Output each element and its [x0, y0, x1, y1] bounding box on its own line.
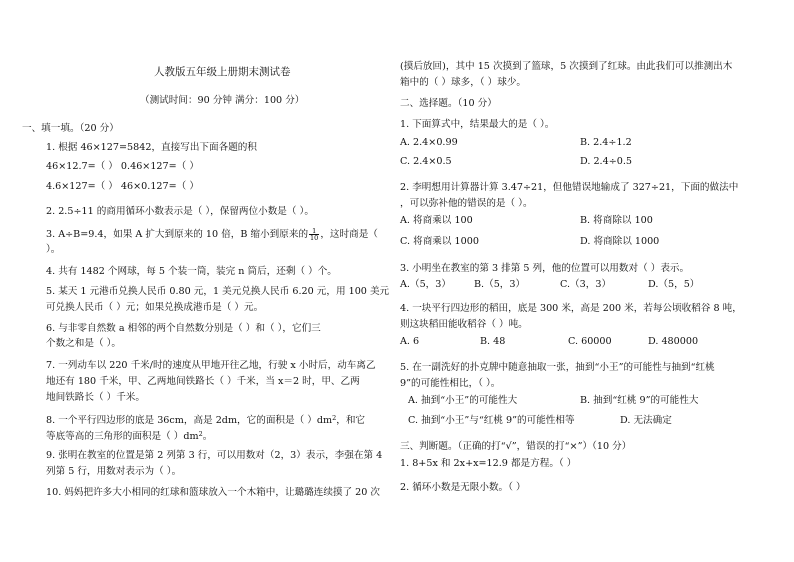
q8-line-a	[46, 413, 365, 426]
q5-line-a: 5. 某天 1 元港币兑换人民币 0.80 元，1 美元兑换人民币 6.20 元，用 100 美元	[46, 286, 390, 297]
s2-q5-option-d: D. 无法确定	[620, 415, 672, 426]
s2-q1-option-c: C. 2.4×0.5	[400, 156, 452, 167]
s2-q1-option-b: B. 2.4÷1.2	[580, 137, 632, 148]
s2-q3-text: 3. 小明坐在教室的第 3 排第 5 列，他的位置可以用数对（ ）表示。	[400, 263, 690, 274]
s2-q1-option-a: A. 2.4×0.99	[400, 137, 458, 148]
q10-line-c: (摸后放回)，其中 15 次摸到了篮球，5 次摸到了红球。由此我们可以推测出木	[400, 61, 733, 72]
section-1-heading: 一、填一填。（20 分）	[22, 123, 119, 134]
q8-b-superscript: 2	[198, 430, 203, 438]
q3-post: ，这时商是（	[320, 229, 378, 240]
s2-q2-line-b: ，可以弥补他的错误的是（ ）。	[400, 198, 533, 209]
s2-q5-line-a: 5. 在一副洗好的扑克牌中随意抽取一张，抽到“小王”的可能性与抽到“红桃	[400, 362, 715, 373]
s2-q5-option-b: B. 抽到“红桃 9”的可能性大	[580, 395, 699, 406]
q7-line-b: 地还有 180 千米，甲、乙两地间铁路长（ ）千米，当 x＝2 时，甲、乙两	[46, 376, 360, 387]
q8-a-text: 8. 一个平行四边形的底是 36cm，高是 2dm，它的面积是（ ）dm	[46, 415, 333, 426]
s2-q4-option-b: B. 48	[480, 336, 506, 347]
s2-q3-option-c: C.（3，3）	[560, 279, 612, 290]
s2-q5-option-a: A. 抽到“小王”的可能性大	[408, 395, 518, 406]
s2-q3-option-b: B.（5，3）	[474, 279, 526, 290]
q6-line-a: 6. 与非零自然数 a 相邻的两个自然数分别是（ ）和（ ），它们三	[46, 323, 321, 334]
s2-q3-option-d: D.（5，5）	[648, 279, 700, 290]
s2-q4-option-a: A. 6	[400, 336, 420, 347]
exam-title: 人教版五年级上册期末测试卷	[154, 66, 291, 78]
q10-line-a: 10. 妈妈把许多大小相同的红球和篮球放入一个木箱中，让璐璐连续摸了 20 次	[46, 487, 381, 498]
q3-fraction	[309, 228, 319, 241]
exam-subtitle: （测试时间：90 分钟 满分：100 分）	[140, 95, 305, 106]
q3-pre: 3. A÷B=9.4，如果 A 扩大到原来的 10 倍，B 缩小到原来的	[46, 229, 309, 240]
q6-line-b: 个数之和是（ ）。	[46, 338, 121, 349]
s2-q4-option-c: C. 60000	[568, 336, 612, 347]
s2-q4-line-b: 则这块稻田能收稻谷（ ）吨。	[400, 319, 528, 330]
q9-line-b: 列第 5 行，用数对表示为（ ）。	[46, 466, 182, 477]
s3-q1-text: 1. 8+5x 和 2x+x=12.9 都是方程。（ ）	[400, 458, 577, 469]
s3-q2-text: 2. 循环小数是无限小数。（ ）	[400, 482, 526, 493]
q8-a-superscript: 2	[332, 414, 337, 422]
q3-fraction-numerator: 1	[309, 228, 319, 235]
q3-fraction-denominator: 10	[310, 234, 319, 242]
q7-line-c: 地间铁路长（ ）千米。	[46, 392, 145, 403]
s2-q3-option-a: A.（5，3）	[400, 279, 451, 290]
section-3-heading: 三、判断题。（正确的打“√”，错误的打“×”）（10 分）	[400, 441, 632, 452]
section-2-heading: 二、选择题。（10 分）	[400, 98, 497, 109]
s2-q4-option-d: D. 480000	[648, 336, 699, 347]
q1-line-b: 4.6×127=（ ） 46×0.127=（ ）	[46, 181, 199, 192]
q8-a-post: ，和它	[336, 415, 366, 426]
s2-q1-option-d: D. 2.4÷0.5	[580, 156, 633, 167]
q8-b-post: 。	[202, 431, 213, 442]
q10-line-d: 箱中的（ ）球多，（ ）球少。	[400, 77, 527, 88]
q3-line-b: ）。	[46, 244, 61, 255]
s2-q2-line-a: 2. 李明想用计算器计算 3.47÷21，但他错误地输成了 327÷21，下面的做法中	[400, 182, 739, 193]
q3-text	[46, 228, 378, 241]
q4-text: 4. 共有 1482 个网球，每 5 个装一筒，装完 n 筒后，还剩（ ）个。	[46, 266, 337, 277]
s2-q2-option-b: B. 将商除以 100	[580, 215, 653, 226]
q1-line-a: 46×12.7=（ ） 0.46×127=（ ）	[46, 161, 199, 172]
q5-line-b: 可兑换人民币（ ）元；如果兑换成港币是（ ）元。	[46, 302, 264, 313]
s2-q5-option-c: C. 抽到“小王”与“红桃 9”的可能性相等	[408, 415, 575, 426]
q8-line-b	[46, 429, 212, 442]
s2-q2-option-c: C. 将商乘以 1000	[400, 236, 479, 247]
s2-q5-line-b: 9”的可能性相比，（ ）。	[400, 378, 501, 389]
s2-q2-option-a: A. 将商乘以 100	[400, 215, 473, 226]
q1-text: 1. 根据 46×127=5842，直接写出下面各题的积	[46, 142, 257, 153]
q7-line-a: 7. 一列动车以 220 千米/时的速度从甲地开往乙地，行驶 x 小时后，动车离乙	[46, 360, 376, 371]
q2-text: 2. 2.5÷11 的商用循环小数表示是（ ），保留两位小数是（ ）。	[46, 206, 314, 217]
s2-q2-option-d: D. 将商除以 1000	[580, 236, 660, 247]
s2-q4-line-a: 4. 一块平行四边形的稻田，底是 300 米，高是 200 米，若每公顷收稻谷 8 吨，	[400, 303, 742, 314]
s2-q1-text: 1. 下面算式中，结果最大的是（ ）。	[400, 119, 555, 130]
q8-b-text: 等底等高的三角形的面积是（ ）dm	[46, 431, 199, 442]
q9-line-a: 9. 张明在教室的位置是第 2 列第 3 行，可以用数对（2，3）表示，李强在第 4	[46, 450, 383, 461]
